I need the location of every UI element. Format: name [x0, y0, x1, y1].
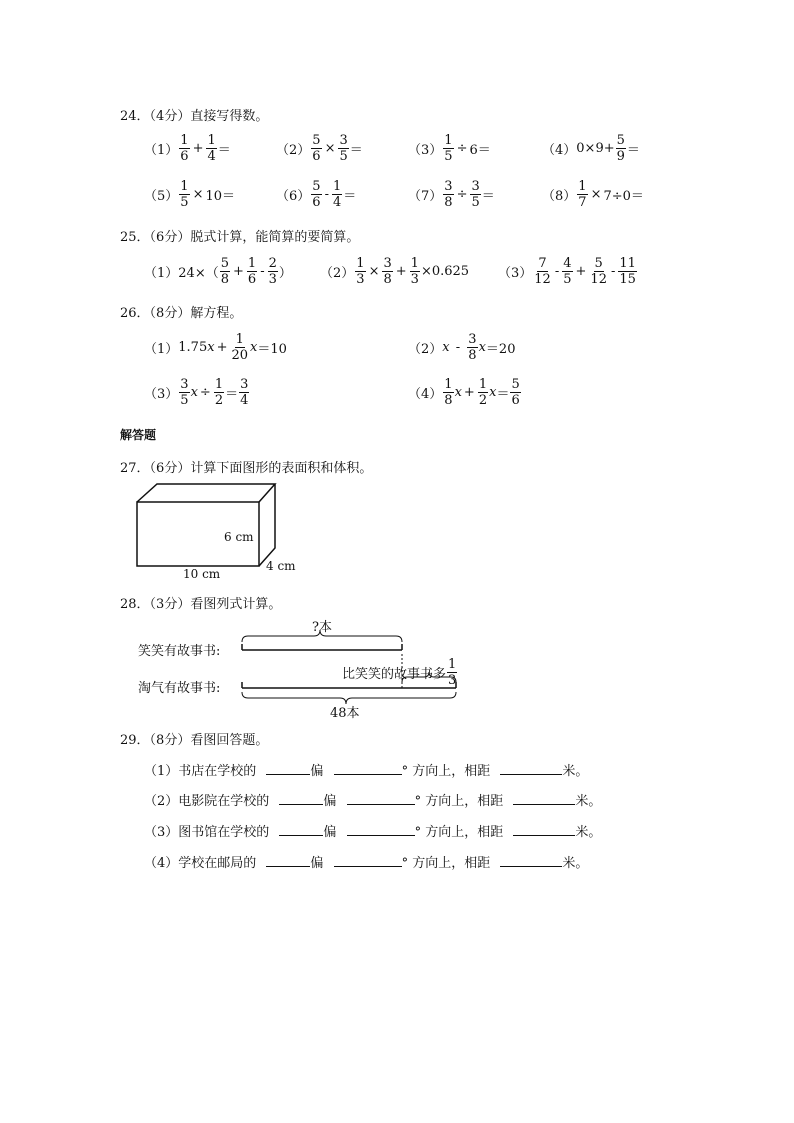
- q26-item-1: （1） 1.75 x + $\frac{1}{20}$ x ＝10: [144, 332, 287, 363]
- q24-item-2: （2） $\frac{5}{6}$ × $\frac{3}{5}$ ＝: [276, 133, 363, 164]
- q26-item-2: （2） x - $\frac{3}{8}$ x ＝20: [408, 332, 516, 363]
- section-heading: 解答题: [120, 428, 157, 442]
- cuboid-length-label: 10 cm: [183, 567, 221, 581]
- q24-item-7: （7） $\frac{3}{8}$ ÷ $\frac{3}{5}$ ＝: [408, 179, 495, 210]
- q29-blank-dir[interactable]: [279, 792, 323, 805]
- q27-title: 27．（6分）计算下面图形的表面积和体积。: [120, 461, 373, 476]
- q24-item-1: （1） $\frac{1}{6}$ + $\frac{1}{4}$ ＝: [144, 133, 231, 164]
- q29-row-1: （1）书店在学校的 偏 ° 方向上，相距 米。: [144, 764, 589, 779]
- q24-item-5: （5） $\frac{1}{5}$ × 10＝: [144, 179, 236, 210]
- q25-title: 25．（6分）脱式计算，能简算的要简算。: [120, 230, 360, 245]
- q28-row1-label: 笑笑有故事书:: [138, 644, 221, 659]
- q29-row-3: （3）图书馆在学校的 偏 ° 方向上，相距 米。: [144, 825, 602, 840]
- q29-blank-dir[interactable]: [279, 823, 323, 836]
- q28-bottom-label: 48本: [330, 706, 360, 721]
- q28-mid-label: 比笑笑的故事书多 $\frac{1}{3}$: [342, 657, 457, 688]
- cuboid-width-label: 4 cm: [266, 559, 296, 573]
- cuboid-top-face: [137, 484, 275, 502]
- q24-item-4: （4） 0×9+ $\frac{5}{9}$ ＝: [542, 133, 640, 164]
- q25-item-1: （1） 24×（ $\frac{5}{8}$ + $\frac{1}{6}$ - $\frac{2}{3}$ ）: [144, 256, 292, 287]
- cuboid-height-label: 6 cm: [224, 530, 254, 544]
- q28-title: 28．（3分）看图列式计算。: [120, 597, 282, 612]
- q25-item-3: （3） $\frac{7}{12}$ - $\frac{4}{5}$ + $\frac{5}{12}$ - $\frac{11}{15}$: [498, 256, 636, 287]
- q29-blank-dir[interactable]: [266, 762, 310, 775]
- q24-item-3: （3） $\frac{1}{5}$ ÷ 6＝: [408, 133, 491, 164]
- q25-item-2: （2） $\frac{1}{3}$ × $\frac{3}{8}$ + $\frac{1}{3}$ ×0.625: [320, 256, 470, 287]
- q26-item-3: （3） $\frac{3}{5}$ x ÷ $\frac{1}{2}$ ＝ $\frac{3}{4}$: [144, 377, 249, 408]
- q29-blank-dir[interactable]: [266, 854, 310, 867]
- q24-title: 24．（4分）直接写得数。: [120, 109, 269, 124]
- q29-blank-distance[interactable]: [513, 792, 575, 805]
- q29-row-4: （4）学校在邮局的 偏 ° 方向上，相距 米。: [144, 856, 589, 871]
- q29-blank-angle[interactable]: [347, 792, 415, 805]
- q29-blank-angle[interactable]: [334, 762, 402, 775]
- q29-blank-distance[interactable]: [513, 823, 575, 836]
- q29-blank-angle[interactable]: [334, 854, 402, 867]
- q28-row2-label: 淘气有故事书:: [138, 681, 221, 696]
- q28-line-diagram: [236, 630, 466, 710]
- q24-item-8: （8） $\frac{1}{7}$ × 7÷0＝: [542, 179, 644, 210]
- q28-top-brace: [242, 630, 402, 642]
- q26-item-4: （4） $\frac{1}{8}$ x + $\frac{1}{2}$ x ＝ $\frac{5}{6}$: [408, 377, 520, 408]
- q29-blank-distance[interactable]: [500, 762, 562, 775]
- q28-top-label: ?本: [312, 620, 332, 635]
- q24-item-6: （6） $\frac{5}{6}$ - $\frac{1}{4}$ ＝: [276, 179, 357, 210]
- q29-blank-angle[interactable]: [347, 823, 415, 836]
- q28-bottom-brace: [242, 692, 456, 704]
- q26-title: 26．（8分）解方程。: [120, 306, 243, 321]
- q29-blank-distance[interactable]: [500, 854, 562, 867]
- q29-row-2: （2）电影院在学校的 偏 ° 方向上，相距 米。: [144, 794, 602, 809]
- q29-title: 29．（8分）看图回答题。: [120, 733, 269, 748]
- cuboid-side-face: [259, 484, 275, 566]
- q28-extra-brace: [402, 672, 456, 682]
